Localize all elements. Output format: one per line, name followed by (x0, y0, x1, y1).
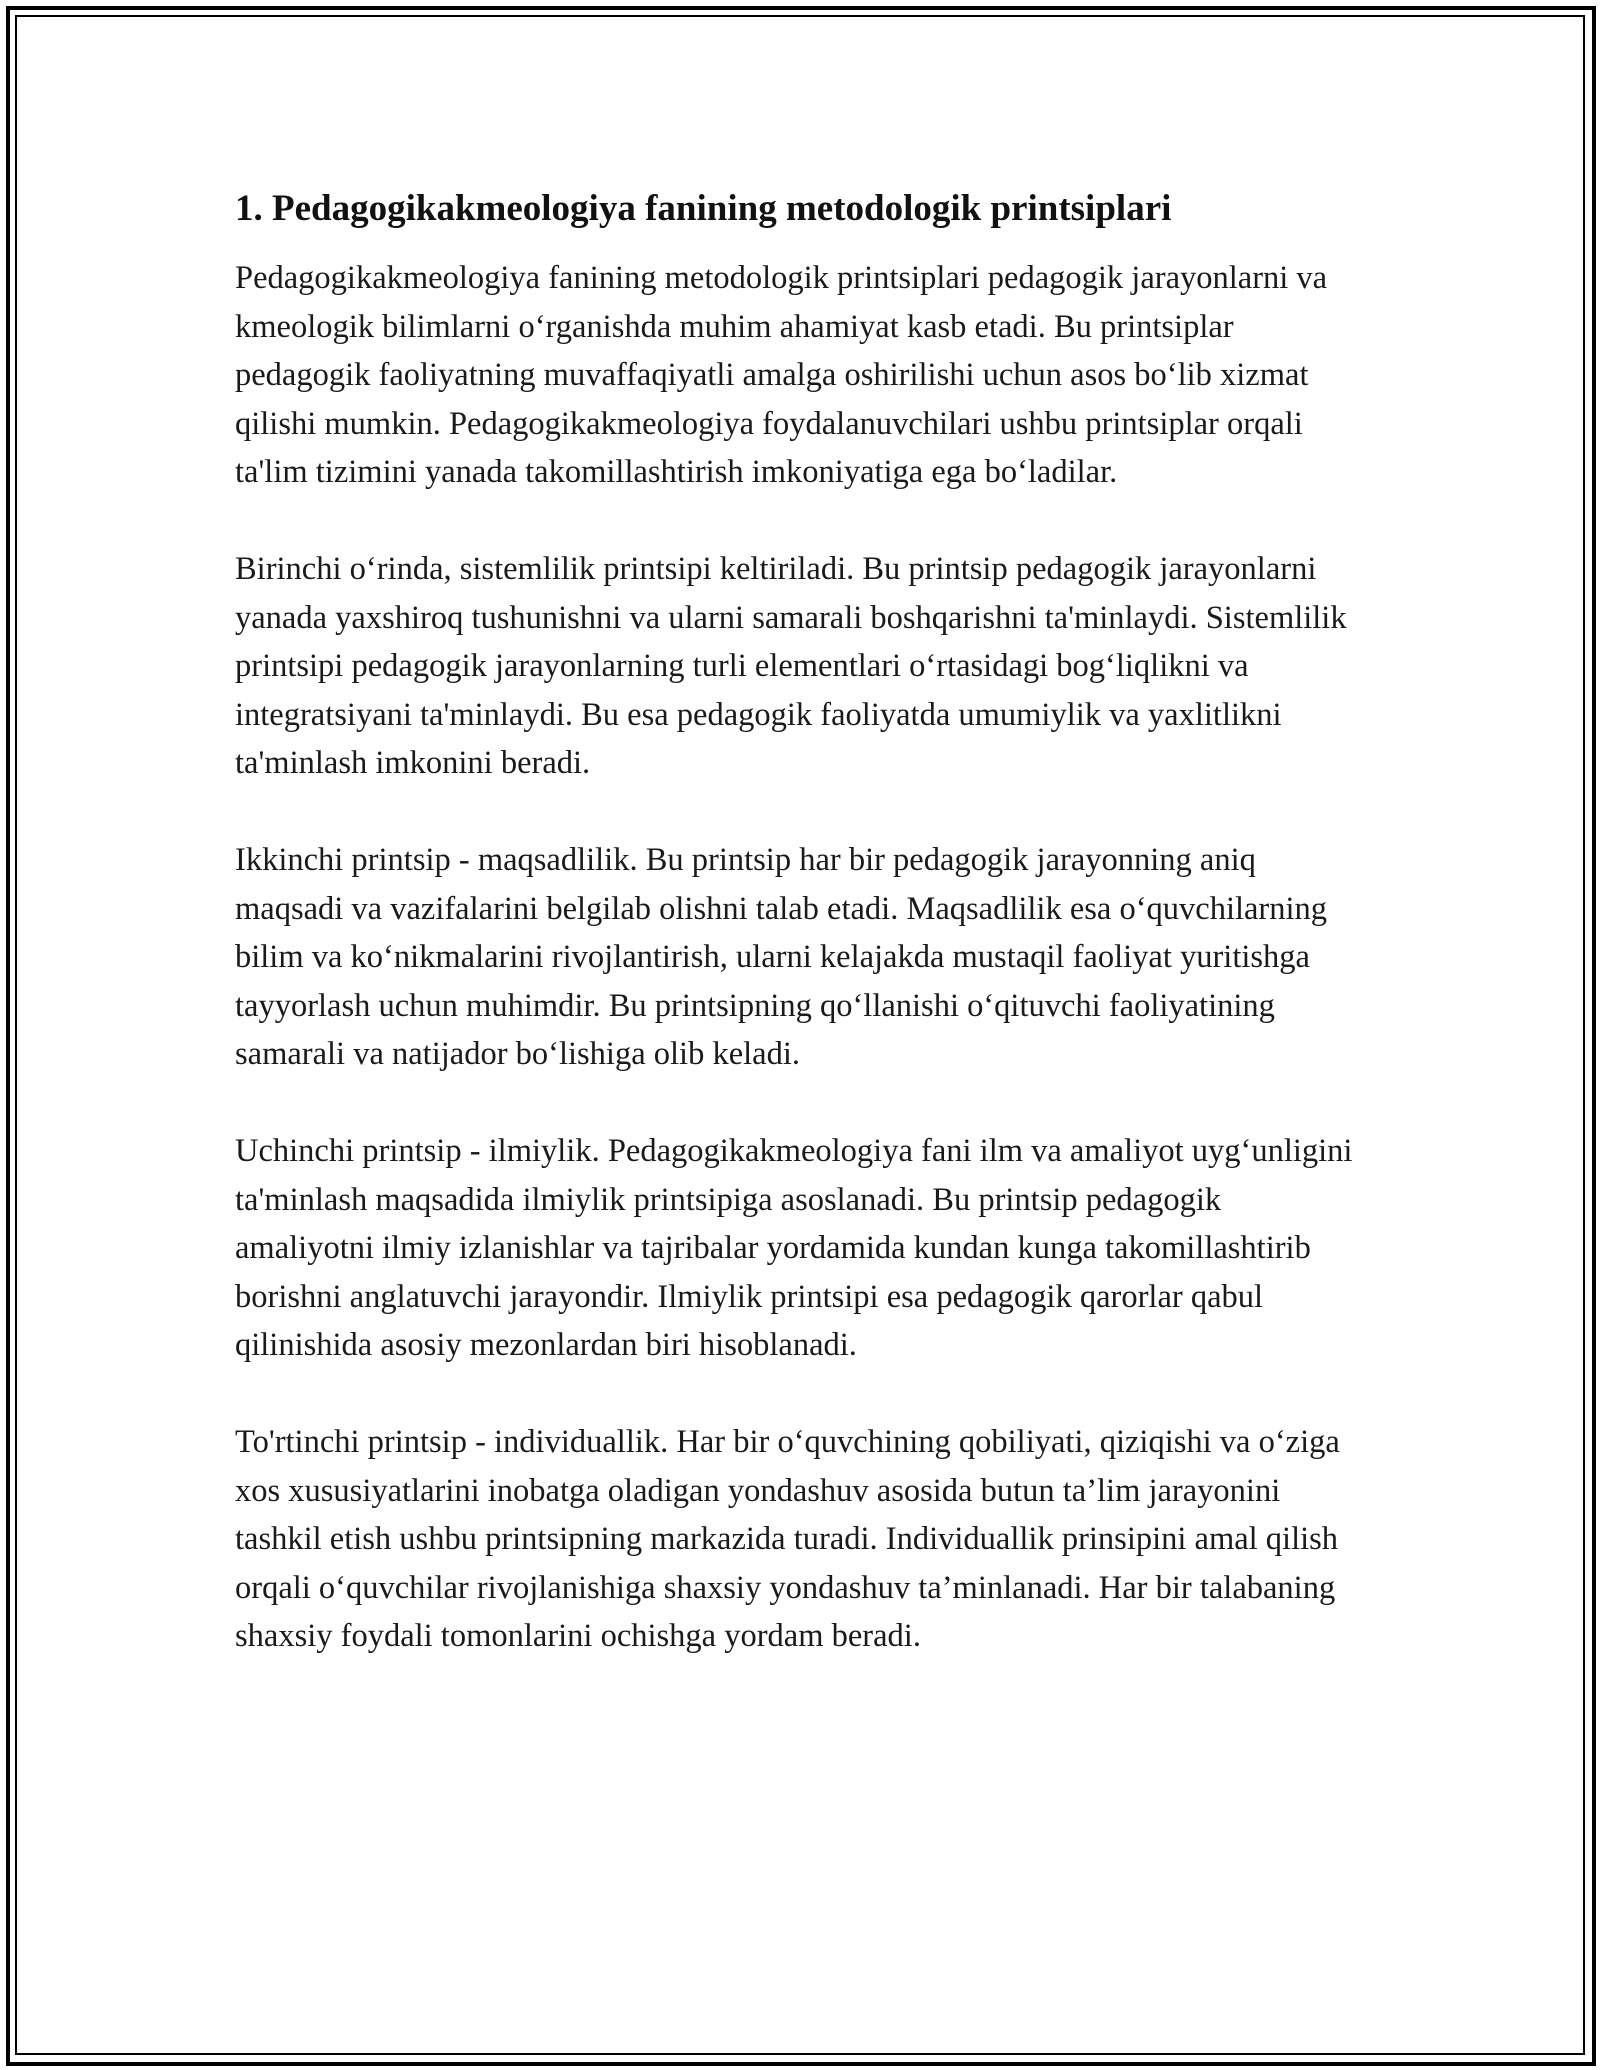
paragraph-scientific: Uchinchi printsip - ilmiylik. Pedagogikakmeologiya fani ilm va amaliyot uyg‘unligini ta'minlash maqsadida ilmiylik printsipiga asoslanadi. Bu printsip pedagogik amaliyotni ilmiy izlanishlar va tajribalar yordamida kundan kunga takomillashtirib borishni anglatuvchi jarayondir. Ilmiylik printsipi esa pedagogik qarorlar qabul qilinishida asosiy mezonlardan biri hisoblanadi. (235, 1133, 1353, 1363)
paragraph-purposefulness: Ikkinchi printsip - maqsadlilik. Bu printsip har bir pedagogik jarayonning aniq maqsadi va vazifalarini belgilab olishni talab etadi. Maqsadlilik esa o‘quvchilarning bilim va ko‘nikmalarini rivojlantirish, ularni kelajakda mustaqil faoliyat yuritishga tayyorlash uchun muhimdir. Bu printsipning qo‘llanishi o‘qituvchi faoliyatining samarali va natijador bo‘lishiga olib keladi. (235, 842, 1328, 1072)
paragraph-intro: Pedagogikakmeologiya fanining metodologik printsiplari pedagogik jarayonlarni va kmeologik bilimlarni o‘rganishda muhim ahamiyat kasb etadi. Bu printsiplar pedagogik faoliyatning muvaffaqiyatli amalga oshirilishi uchun asos bo‘lib xizmat qilishi mumkin. Pedagogikakmeologiya foydalanuvchilari ushbu printsiplar orqali ta'lim tizimini yanada takomillashtirish imkoniyatiga ega bo‘ladilar. (235, 260, 1328, 490)
section-heading: 1. Pedagogikakmeologiya fanining metodologik printsiplari (235, 188, 1172, 229)
paragraph-individuality: To'rtinchi printsip - individuallik. Har bir o‘quvchining qobiliyati, qiziqishi va o‘ziga xos xususiyatlarini inobatga oladigan yondashuv asosida butun ta’lim jarayonini tashkil etish ushbu printsipning markazida turadi. Individuallik prinsipini amal qilish orqali o‘quvchilar rivojlanishiga shaxsiy yondashuv ta’minlanadi. Har bir talabaning shaxsiy foydali tomonlarini ochishga yordam beradi. (235, 1424, 1340, 1654)
document-body (235, 186, 1365, 1709)
paragraph-systematicity: Birinchi o‘rinda, sistemlilik printsipi keltiriladi. Bu printsip pedagogik jarayonlarni yanada yaxshiroq tushunishni va ularni samarali boshqarishni ta'minlaydi. Sistemlilik printsipi pedagogik jarayonlarning turli elementlari o‘rtasidagi bog‘liqlikni va integratsiyani ta'minlaydi. Bu esa pedagogik faoliyatda umumiylik va yaxlitlikni ta'minlash imkonini beradi. (235, 551, 1347, 781)
